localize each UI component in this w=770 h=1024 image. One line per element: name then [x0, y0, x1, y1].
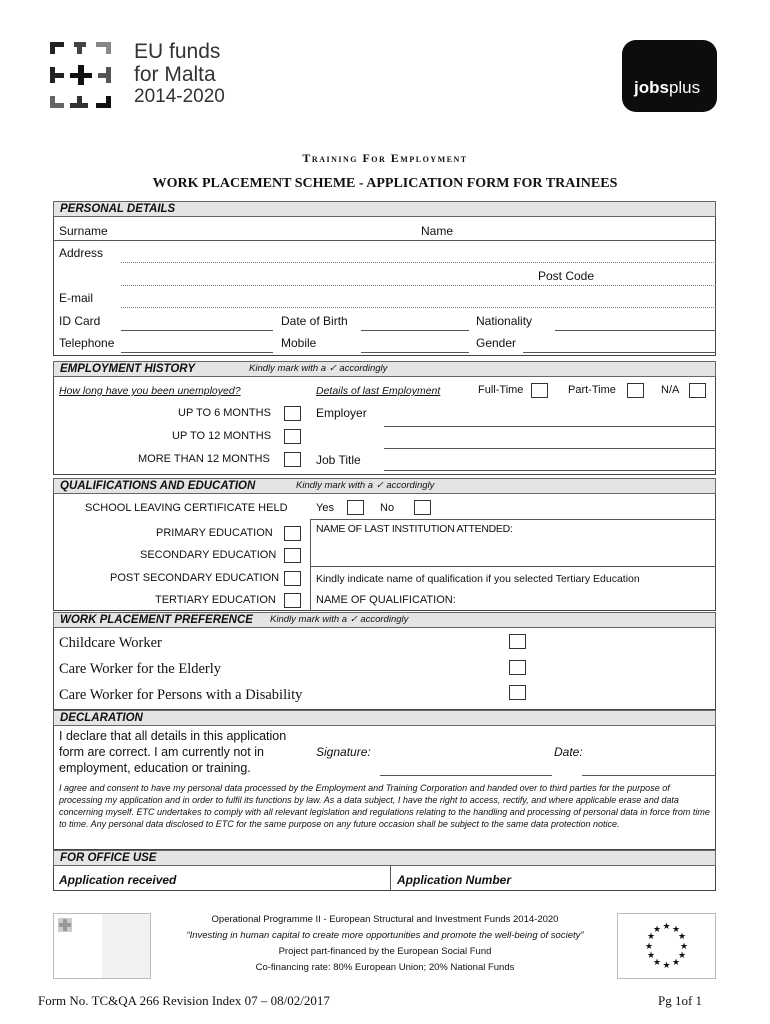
placement-title: WORK PLACEMENT PREFERENCE: [60, 614, 253, 626]
dob-label: Date of Birth: [281, 314, 348, 328]
childcare-worker-checkbox[interactable]: [509, 634, 526, 649]
employment-history-note: Kindly mark with a ✓ accordingly: [249, 363, 388, 374]
personal-details-header: [53, 201, 716, 217]
eu-flag: [617, 913, 716, 979]
eu-funds-line1: EU funds: [134, 40, 221, 63]
malta-flag: [53, 913, 151, 979]
office-title: FOR OFFICE USE: [60, 852, 157, 864]
address-input-line-1[interactable]: [121, 262, 716, 263]
tertiary-education-checkbox[interactable]: [284, 593, 301, 608]
jobsplus-bold: jobs: [634, 78, 669, 97]
date-label: Date:: [554, 745, 583, 759]
placement-header: [53, 612, 716, 628]
date-input-line[interactable]: [582, 775, 716, 776]
gender-input-line[interactable]: [523, 352, 716, 353]
jobsplus-light: plus: [668, 78, 701, 97]
mobile-input-line[interactable]: [361, 352, 469, 353]
declaration-line1: I declare that all details in this application: [59, 729, 287, 743]
name-of-qualification-label: NAME OF QUALIFICATION:: [316, 594, 456, 606]
qualifications-note: Kindly mark with a ✓ accordingly: [296, 480, 435, 491]
application-number-label: Application Number: [397, 873, 512, 887]
slc-label: SCHOOL LEAVING CERTIFICATE HELD: [85, 502, 288, 514]
telephone-label: Telephone: [59, 336, 115, 350]
last-institution-divider: [310, 566, 716, 567]
unemployed-6-months-label: UP TO 6 MONTHS: [178, 407, 271, 419]
idcard-label: ID Card: [59, 314, 101, 328]
qualifications-title: QUALIFICATIONS AND EDUCATION: [60, 480, 256, 492]
slc-no-checkbox[interactable]: [414, 500, 431, 515]
employer-input-line-2[interactable]: [384, 448, 716, 449]
footer-line4: Co-financing rate: 80% European Union; 20% National Funds: [255, 962, 515, 973]
tertiary-education-label: TERTIARY EDUCATION: [155, 594, 276, 606]
details-last-employment-label: Details of last Employment: [316, 385, 441, 397]
how-long-label: How long have you been unemployed?: [59, 385, 241, 397]
declaration-title: DECLARATION: [60, 712, 143, 724]
personal-details-box: [53, 217, 716, 356]
application-received-label: Application received: [59, 873, 177, 887]
svg-text:★: ★: [652, 957, 662, 967]
svg-text:★: ★: [679, 941, 689, 951]
signature-label: Signature:: [316, 745, 371, 759]
post-secondary-education-label: POST SECONDARY EDUCATION: [110, 572, 280, 584]
care-disability-checkbox[interactable]: [509, 685, 526, 700]
parttime-label: Part-Time: [568, 384, 616, 396]
secondary-education-label: SECONDARY EDUCATION: [140, 549, 277, 561]
george-cross-icon: [58, 918, 72, 932]
footer-line1: Operational Programme II - European Structural and Investment Funds 2014-2020: [211, 914, 559, 925]
form-subtitle: Training For Employment: [302, 151, 468, 165]
primary-education-checkbox[interactable]: [284, 526, 301, 541]
nationality-label: Nationality: [476, 314, 533, 328]
footer-line2: “Investing in human capital to create more opportunities and promote the well-being of society”: [186, 930, 584, 941]
fulltime-label: Full-Time: [478, 384, 524, 396]
svg-text:★: ★: [646, 931, 656, 941]
name-label: Name: [421, 224, 454, 238]
unemployed-12-months-label: UP TO 12 MONTHS: [172, 430, 272, 442]
svg-text:★: ★: [677, 931, 687, 941]
dob-input-line[interactable]: [361, 330, 469, 331]
email-input-line[interactable]: [121, 307, 716, 308]
qualifications-divider: [310, 519, 716, 520]
office-header: [53, 850, 716, 866]
eu-funds-line3: 2014-2020: [134, 86, 225, 107]
signature-input-line[interactable]: [380, 775, 552, 776]
declaration-header: [53, 710, 716, 726]
data-consent-text: I agree and consent to have my personal data processed by the Employment and Training Corporation and handed over to third parties for the purpose of processing my application and in order to fulfil its functions by law. As a data subject, I have the right to access, rectify, and where applicable erase and data concerning myself. ETC undertakes to comply with all relevant legislation and regulations relating to the handling and processing of personal data in force from time to time. Any personal data disclosed to ETC for the same purpose on any future occasion shall be subject to the same data protection notice.: [59, 783, 710, 829]
svg-text:★: ★: [662, 921, 671, 931]
slc-yes-checkbox[interactable]: [347, 500, 364, 515]
unemployed-12-months-checkbox[interactable]: [284, 429, 301, 444]
last-institution-label: NAME OF LAST INSTITUTION ATTENDED:: [316, 523, 513, 535]
secondary-education-checkbox[interactable]: [284, 548, 301, 563]
svg-text:★: ★: [671, 957, 681, 967]
care-elderly-checkbox[interactable]: [509, 660, 526, 675]
telephone-input-line[interactable]: [121, 352, 273, 353]
declaration-line3: employment, education or training.: [59, 761, 251, 775]
personal-details-title: PERSONAL DETAILS: [60, 203, 176, 215]
svg-text:★: ★: [644, 941, 654, 951]
svg-text:★: ★: [677, 950, 687, 960]
kindly-indicate-label: Kindly indicate name of qualification if you selected Tertiary Education: [316, 573, 640, 585]
declaration-line2: form are correct. I am currently not in: [59, 745, 264, 759]
address-label: Address: [59, 246, 104, 260]
eu-stars-icon: [618, 914, 715, 978]
email-label: E-mail: [59, 291, 94, 305]
employer-input-line-1[interactable]: [384, 426, 716, 427]
jobsplus-logo: [622, 40, 717, 112]
mobile-label: Mobile: [281, 336, 317, 350]
fulltime-checkbox[interactable]: [531, 383, 548, 398]
na-label: N/A: [661, 384, 680, 396]
care-disability-label: Care Worker for Persons with a Disability: [59, 687, 303, 703]
na-checkbox[interactable]: [689, 383, 706, 398]
eu-funds-mark-icon: [48, 40, 123, 110]
employment-history-header: [53, 361, 716, 377]
page-number: Pg 1of 1: [658, 993, 703, 1008]
surname-name-line: [53, 240, 716, 241]
post-secondary-education-checkbox[interactable]: [284, 571, 301, 586]
address-input-line-2[interactable]: [121, 285, 716, 286]
gender-label: Gender: [476, 336, 517, 350]
employment-history-title: EMPLOYMENT HISTORY: [60, 363, 196, 375]
eu-funds-line2: for Malta: [134, 63, 216, 86]
svg-text:★: ★: [662, 960, 671, 970]
svg-text:★: ★: [671, 924, 681, 934]
jobtitle-label: Job Title: [316, 453, 361, 467]
slc-yes-label: Yes: [316, 502, 334, 514]
primary-education-label: PRIMARY EDUCATION: [156, 527, 273, 539]
qualifications-vdivider: [310, 519, 311, 611]
eu-funds-logo: [48, 40, 238, 110]
idcard-input-line[interactable]: [121, 330, 273, 331]
nationality-input-line[interactable]: [555, 330, 716, 331]
form-number: Form No. TC&QA 266 Revision Index 07 – 08/02/2017: [38, 993, 330, 1008]
jobtitle-input-line[interactable]: [384, 470, 716, 471]
childcare-worker-label: Childcare Worker: [59, 635, 162, 651]
office-divider: [390, 866, 391, 891]
placement-note: Kindly mark with a ✓ accordingly: [270, 614, 409, 625]
slc-no-label: No: [380, 502, 395, 514]
svg-text:★: ★: [646, 950, 656, 960]
care-elderly-label: Care Worker for the Elderly: [59, 661, 222, 677]
qualifications-header: [53, 478, 716, 494]
svg-text:★: ★: [652, 924, 662, 934]
surname-label: Surname: [59, 224, 108, 238]
footer-line3: Project part-financed by the European Social Fund: [278, 946, 492, 957]
parttime-checkbox[interactable]: [627, 383, 644, 398]
unemployed-6-months-checkbox[interactable]: [284, 406, 301, 421]
unemployed-over-12-months-checkbox[interactable]: [284, 452, 301, 467]
form-title: WORK PLACEMENT SCHEME - APPLICATION FORM FOR TRAINEES: [152, 176, 618, 191]
unemployed-over-12-months-label: MORE THAN 12 MONTHS: [138, 453, 270, 465]
postcode-label: Post Code: [538, 269, 595, 283]
employer-label: Employer: [316, 406, 367, 420]
